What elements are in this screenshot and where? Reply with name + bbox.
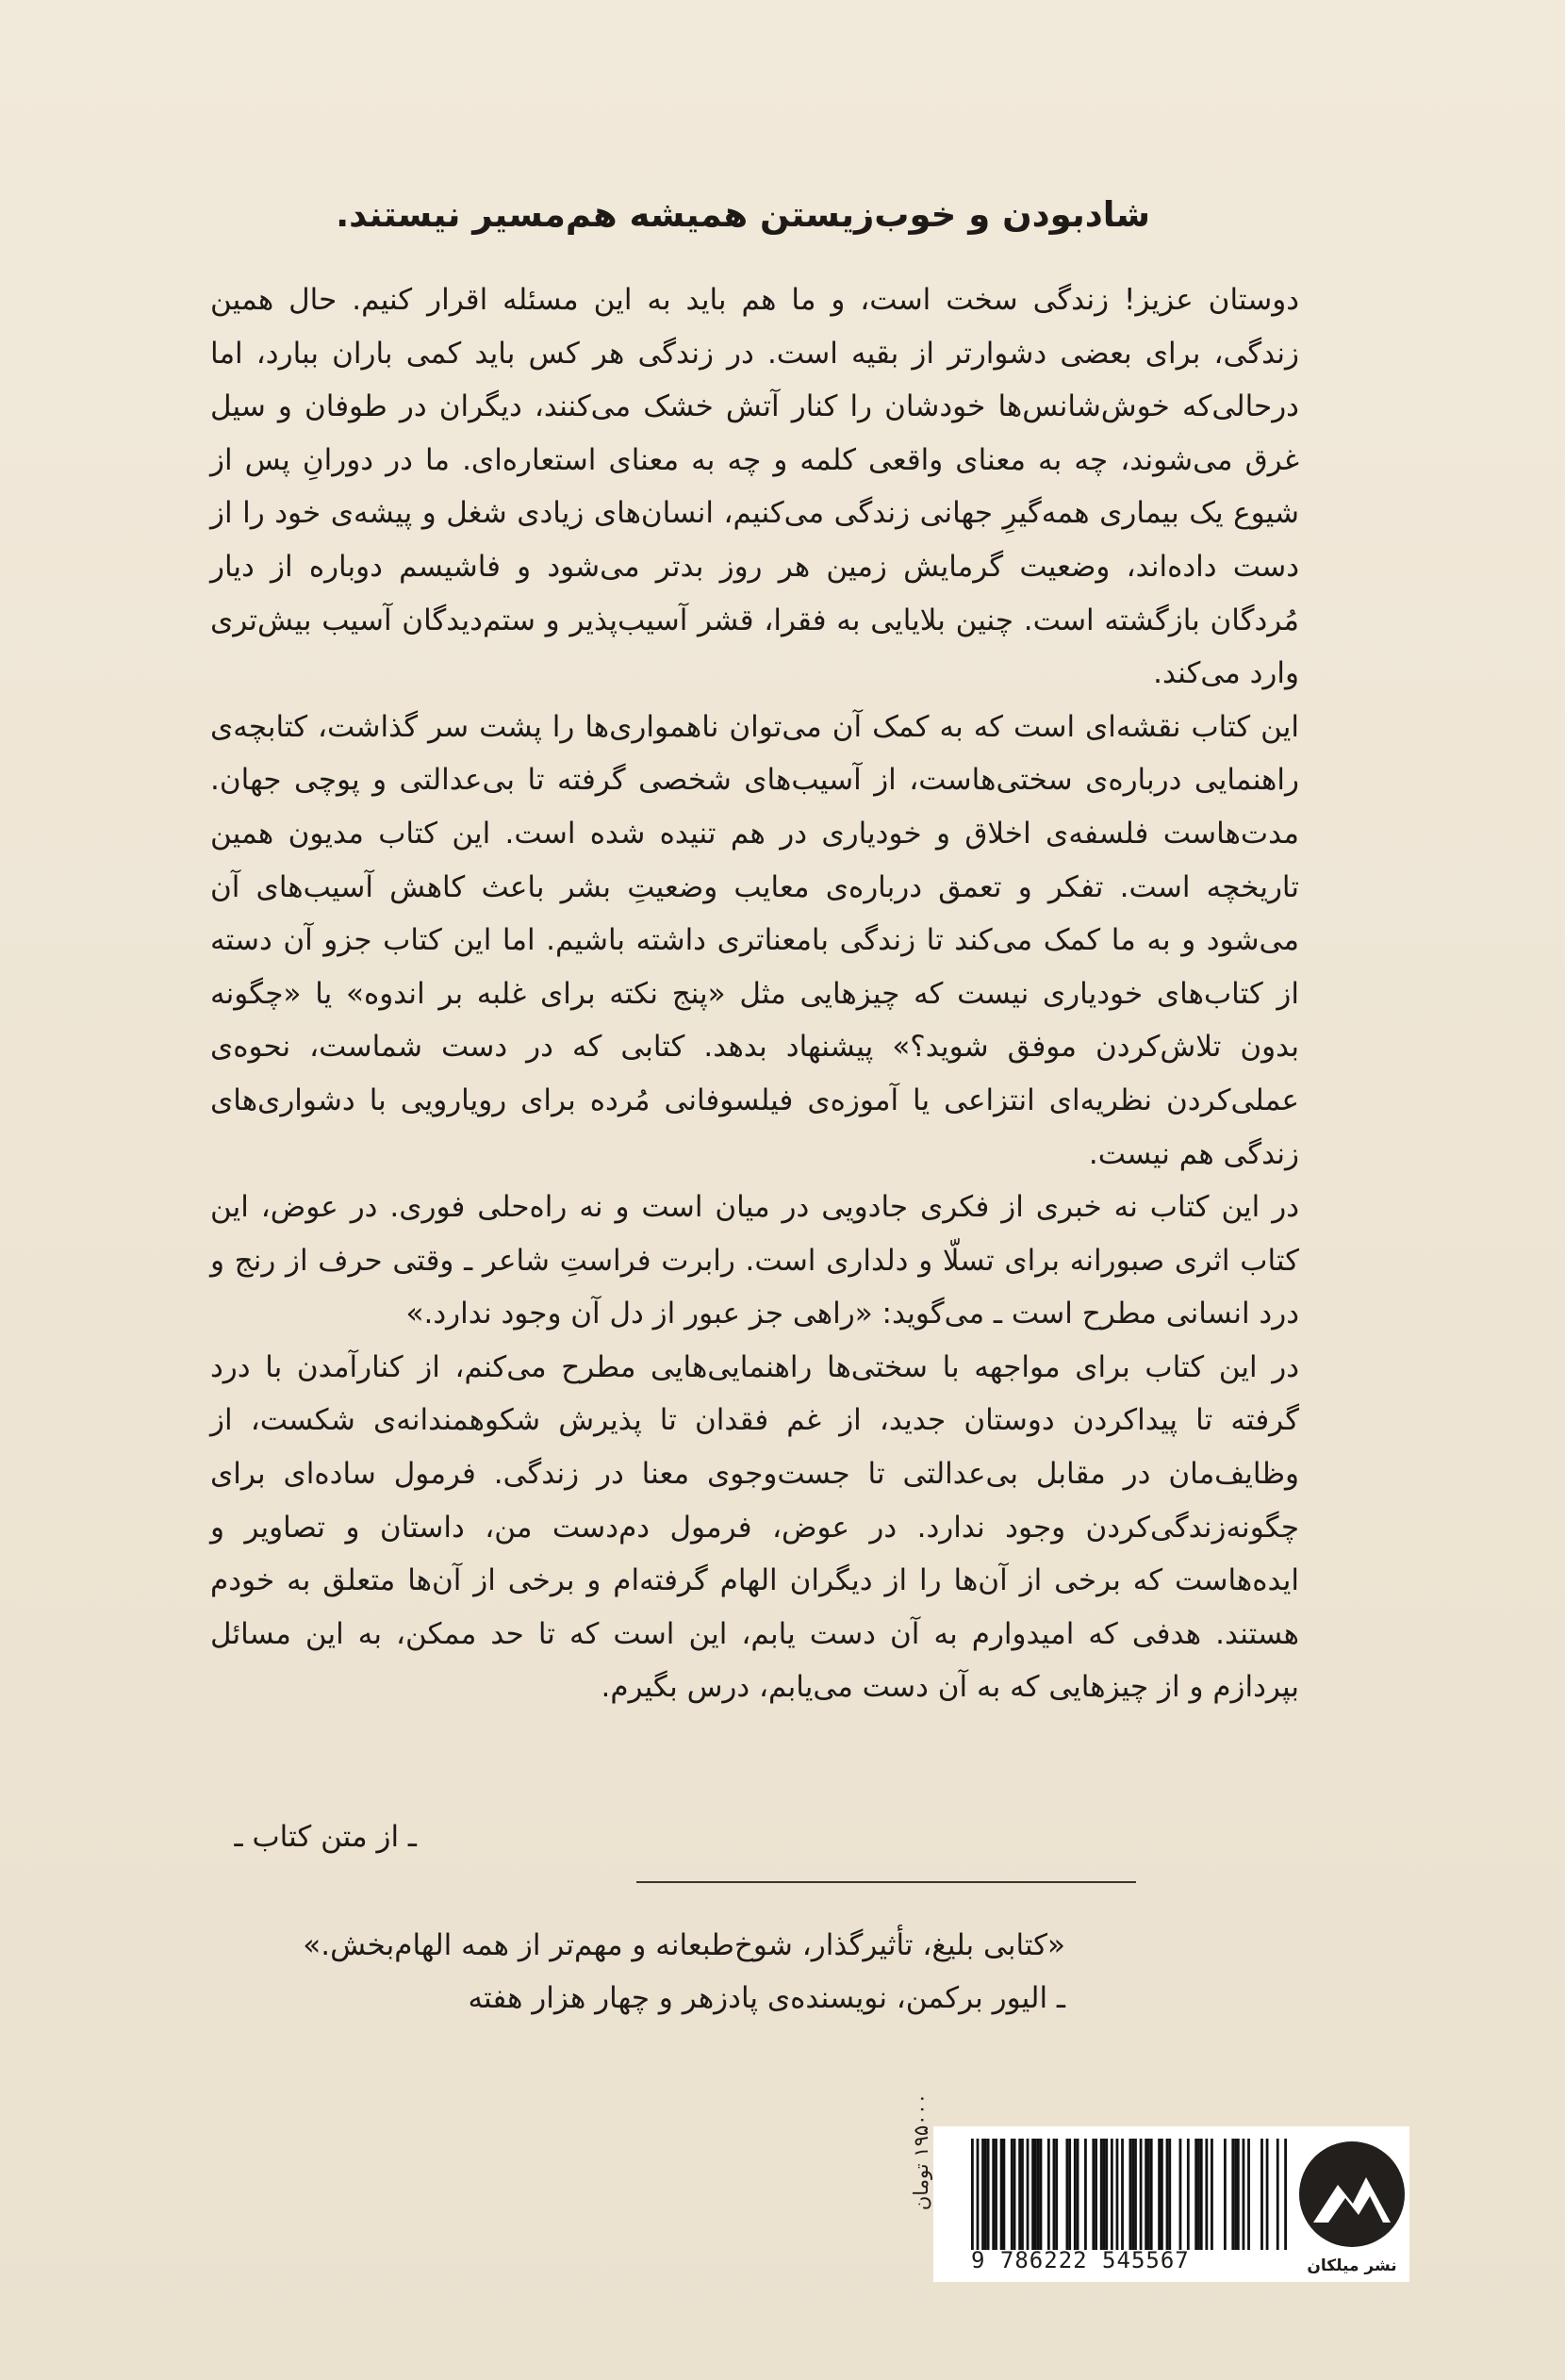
headline: شادبودن و خوب‌زیستن همیشه هم‌مسیر نیستند. xyxy=(336,194,1150,235)
barcode-bar xyxy=(1200,2139,1203,2250)
paragraph: دوستان عزیز! زندگی سخت است، و ما هم باید به این مسئله اقرار کنیم. حال همین زندگی، برای بعضی دشوارتر از بقیه است. در زندگی هر کس باید کمی باران ببارد، اما درحالی‌که خوش‌شانس‌ها خودشان را کنار آتش خشک می‌کنند، دیگران در طوفان و سیل غرق می‌شوند، چه به معنای واقعی کلمه و چه به معنای استعاره‌ای. ما در دورانِ پس از شیوع یک بیماری همه‌گیرِ جهانی زندگی می‌کنیم، انسان‌های زیادی شغل و پیشه‌ی خود را از دست داده‌اند، وضعیت گرمایش زمین هر روز بدتر می‌شود و فاشیسم دوباره از دیار مُردگان بازگشته است. چنین بلایایی به فقرا، قشر آسیب‌پذیر و ستم‌دیدگان آسیب بیش‌تری وارد می‌کند. xyxy=(210,283,1299,691)
barcode-bar xyxy=(1095,2139,1097,2250)
barcode-bar xyxy=(1011,2139,1013,2250)
barcode-bar xyxy=(1205,2139,1208,2250)
barcode-bar xyxy=(1197,2139,1200,2250)
barcode-bar xyxy=(1074,2139,1077,2250)
barcode-bar xyxy=(1066,2139,1069,2250)
barcode-bar xyxy=(1100,2139,1103,2250)
paragraph: در این کتاب برای مواجهه با سختی‌ها راهنمایی‌هایی مطرح می‌کنم، از کنارآمدن با درد گرفته تا پیداکردن دوستان جدید، از غم فقدان تا پذیرش شکوهمندانه‌ی شکست، از وظایف‌مان در مقابل بی‌عدالتی تا جست‌وجوی معنا در زندگی. فرمول ساده‌ای برای چگونه‌زندگی‌کردن وجود ندارد. در عوض، فرمول دم‌دست من، داستان و تصاویر و ایده‌هاست که برخی از آن‌ها را از دیگران الهام گرفته‌ام و برخی از آن‌ها متعلق به خودم هستند. هدفی که امیدوارم به آن دست یابم، این است که تا حد ممکن، به این مسائل بپردازم و از چیزهایی که به آن دست می‌یابم، درس بگیرم. xyxy=(210,1349,1299,1705)
publisher-logo xyxy=(1296,2136,1408,2277)
paragraph: این کتاب نقشه‌ای است که به کمک آن می‌توان ناهمواری‌ها را پشت سر گذاشت، کتابچه‌ی راهنمایی درباره‌ی سختی‌هاست، از آسیب‌های شخصی گرفته تا بی‌عدالتی و پوچی جهان. مدت‌هاست فلسفه‌ی اخلاق و خودیاری در هم تنیده شده است. این کتاب مدیون همین تاریخچه است. تفکر و تعمق درباره‌ی معایب وضعیتِ بشر باعث کاهش آسیب‌های آن می‌شود و به ما کمک می‌کند تا زندگی بامعناتری داشته باشیم. اما این کتاب جزو آن دسته از کتاب‌های خودیاری نیست که چیزهایی مثل «پنج نکته برای غلبه بر اندوه» یا «چگونه بدون تلاش‌کردن موفق شوید؟» پیشنهاد بدهد. کتابی که در دست شماست، نحوه‌ی عملی‌کردن نظریه‌ای انتزاعی یا آموزه‌ی فیلسوفانی مُرده برای رویارویی با دشواری‌های زندگی هم نیست. xyxy=(210,709,1299,1171)
barcode-bar xyxy=(1179,2139,1182,2250)
barcode-bar xyxy=(1266,2139,1269,2250)
barcode-bar xyxy=(1047,2139,1050,2250)
barcode-bar xyxy=(1168,2139,1171,2250)
paragraph: در این کتاب نه خبری از فکری جادویی در میان است و نه راه‌حلی فوری. در عوض، این کتاب اثری صبورانه برای تسلّا و دلداری است. رابرت فراستِ شاعر ـ وقتی حرف از رنج و درد انسانی مطرح است ـ می‌گوید: «راهی جز عبور از دل آن وجود ندارد.» xyxy=(210,1190,1299,1331)
barcode-bar xyxy=(1055,2139,1058,2250)
barcode-bar xyxy=(1131,2139,1134,2250)
divider xyxy=(636,1881,1136,1883)
synopsis-text xyxy=(210,273,1299,1714)
endorsement-blurb xyxy=(217,1919,1065,2025)
barcode-bar xyxy=(1166,2139,1169,2250)
publisher-name: نشر میلکان xyxy=(1307,2256,1397,2275)
barcode-bar xyxy=(1224,2139,1227,2250)
isbn-barcode xyxy=(971,2139,1287,2250)
barcode-bar xyxy=(1194,2139,1197,2250)
barcode-bar xyxy=(1068,2139,1071,2250)
barcode-bar xyxy=(977,2139,980,2250)
barcode-bar xyxy=(1277,2139,1279,2250)
barcode-bar xyxy=(1000,2139,1003,2250)
barcode-bar xyxy=(1105,2139,1108,2250)
barcode-bar xyxy=(1018,2139,1021,2250)
barcode-bar xyxy=(1111,2139,1113,2250)
barcode-bar xyxy=(1121,2139,1124,2250)
barcode-bar xyxy=(995,2139,997,2250)
barcode-bar xyxy=(1021,2139,1024,2250)
blurb-attribution: ـ الیور برکمن، نویسنده‌ی پادزهر و چهار هزار هفته xyxy=(468,1981,1065,2015)
barcode-bar xyxy=(1247,2139,1250,2250)
barcode-bar xyxy=(1084,2139,1087,2250)
barcode-bar xyxy=(1040,2139,1043,2250)
barcode-bar xyxy=(992,2139,995,2250)
barcode-bar xyxy=(1211,2139,1213,2250)
barcode-bar xyxy=(1145,2139,1147,2250)
barcode-bar xyxy=(984,2139,987,2250)
blurb-quote: «کتابی بلیغ، تأثیرگذار، شوخ‌طبعانه و مهم‌تر از همه الهام‌بخش.» xyxy=(303,1928,1065,1962)
barcode-bar xyxy=(1260,2139,1263,2250)
barcode-bar xyxy=(1034,2139,1037,2250)
barcode-bar xyxy=(1234,2139,1237,2250)
barcode-bar xyxy=(1129,2139,1132,2250)
barcode-bar xyxy=(1003,2139,1006,2250)
barcode-bar xyxy=(981,2139,984,2250)
barcode-bar xyxy=(1284,2139,1287,2250)
barcode-bar xyxy=(1147,2139,1150,2250)
barcode-bar xyxy=(1187,2139,1190,2250)
barcode-bar xyxy=(1013,2139,1016,2250)
barcode-bar xyxy=(1140,2139,1143,2250)
barcode-bar xyxy=(1116,2139,1119,2250)
barcode-bar xyxy=(1158,2139,1161,2250)
price-label: ۱۹۵۰۰۰ تومان xyxy=(910,2093,932,2211)
barcode-bar xyxy=(1053,2139,1056,2250)
excerpt-source: ـ از متن کتاب ـ xyxy=(234,1820,417,1854)
barcode-bar xyxy=(971,2139,974,2250)
barcode-bar xyxy=(1243,2139,1245,2250)
barcode-bar xyxy=(1092,2139,1095,2250)
barcode-bar xyxy=(1150,2139,1153,2250)
barcode-bar xyxy=(1231,2139,1234,2250)
mountains-logo-icon xyxy=(1296,2136,1408,2254)
barcode-bar xyxy=(1237,2139,1240,2250)
barcode-bar xyxy=(1134,2139,1137,2250)
isbn-number: 9 786222 545567 xyxy=(971,2247,1190,2273)
barcode-bar xyxy=(1161,2139,1163,2250)
barcode-bar xyxy=(987,2139,990,2250)
barcode-bar xyxy=(1037,2139,1040,2250)
barcode-bar xyxy=(1103,2139,1106,2250)
barcode-bar xyxy=(1031,2139,1034,2250)
barcode-bar xyxy=(1027,2139,1030,2250)
barcode-bar xyxy=(1077,2139,1079,2250)
